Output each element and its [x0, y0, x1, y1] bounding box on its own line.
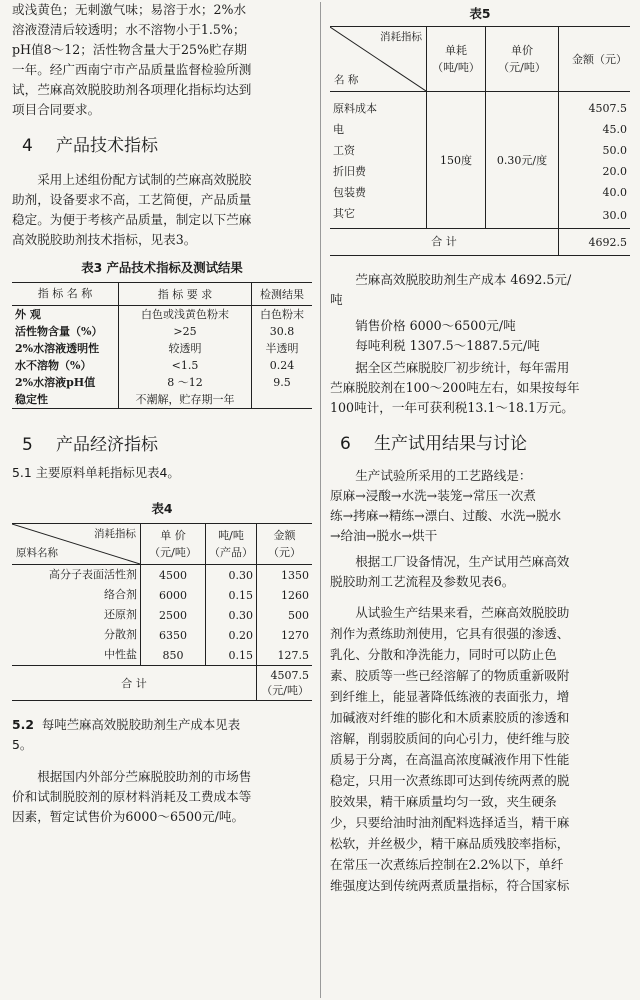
table-header: 检测结果 — [260, 287, 304, 301]
table-cell: 0.15 — [206, 585, 257, 605]
intro-paragraph — [12, 0, 312, 120]
table-header — [486, 27, 559, 92]
total-unit: （元/吨） — [261, 684, 309, 697]
text-line: →给油→脱水→烘干 — [330, 528, 438, 543]
text-line: 苎麻脱胶剂在100～200吨左右，如果按每年 — [330, 380, 580, 395]
table-row — [12, 565, 312, 586]
text-line: 根据国内外部分苎麻脱胶助剂的市场售 — [37, 769, 252, 784]
text-line: 从试验生产结果来看，苎麻高效脱胶助 — [355, 605, 570, 620]
text-line: 采用上述组份配方试制的苎麻高效脱胶 — [37, 172, 252, 187]
table-cell: 2%水溶液透明性 — [12, 340, 119, 357]
section-title: 产品经济指标 — [56, 435, 158, 455]
header-line: （吨/吨） — [432, 61, 480, 74]
table-row — [330, 92, 630, 120]
table-5 — [330, 26, 630, 256]
table-cell: 半透明 — [265, 342, 299, 355]
profit-line: 每吨利税 1307.5～1887.5元/吨 — [355, 338, 540, 353]
text-line: 溶解，削弱胶质间的向心引力，使纤维与胶 — [330, 731, 570, 746]
table-cell: 外 观 — [12, 306, 119, 324]
text-line: 原麻→浸酸→水洗→装笼→常压一次煮 — [330, 488, 536, 503]
table-cell: 50.0 — [602, 144, 627, 157]
table-header-row — [330, 27, 630, 92]
section-6-heading — [330, 432, 630, 456]
table-cell: 中性盐 — [12, 645, 141, 666]
text-line: 因素，暂定试售价为6000～6500元/吨。 — [12, 809, 245, 824]
column-divider — [320, 2, 321, 998]
section-4-heading — [12, 134, 312, 158]
table-cell: 150度 — [427, 92, 486, 229]
table-cell: 1270 — [281, 628, 309, 642]
text-line: 质易于分离，在高温高浓度碱液作用下性能 — [330, 752, 570, 767]
header-line: 单价 — [511, 44, 533, 57]
right-column — [330, 0, 630, 896]
table-cell: >25 — [119, 323, 252, 340]
table-cell: 30.0 — [602, 209, 627, 222]
diagonal-top-label: 消耗指标 — [94, 528, 136, 540]
cost-paragraph — [330, 270, 630, 310]
table-total-row — [330, 229, 630, 256]
text-line — [12, 715, 312, 735]
table-cell: 4507.5 — [588, 102, 627, 115]
table-cell: 活性物含量（%） — [12, 323, 119, 340]
text-line: 或浅黄色；无刺激气味；易溶于水；2%水 — [12, 2, 247, 17]
header-line: （元/吨） — [498, 61, 546, 74]
diagonal-header-cell — [330, 27, 427, 92]
table-cell: 较透明 — [119, 340, 252, 357]
table-header-row — [12, 283, 312, 306]
header-line: （元） — [268, 546, 301, 559]
header-line: 单 价 — [160, 529, 186, 542]
table-row — [12, 357, 312, 374]
sale-price-line: 销售价格 6000～6500元/吨 — [355, 318, 516, 333]
table-cell: 电 — [330, 119, 427, 140]
process-route — [330, 466, 630, 546]
text-span: 每吨苎麻高效脱胶助剂生产成本见表 — [41, 717, 241, 732]
text-line: 项目合同要求。 — [12, 102, 101, 117]
table-cell: 高分子表面活性剂 — [12, 565, 141, 586]
table-cell: 工资 — [330, 140, 427, 161]
pricing-paragraph — [12, 767, 312, 827]
table-cell: 0.30元/度 — [486, 92, 559, 229]
text-line: pH值8～12；活性物含量大于25%贮存期 — [12, 42, 247, 57]
subsection-5-1: 5.1 主要原料单耗指标见表4。 — [12, 465, 180, 480]
text-line: 脱胶助剂工艺流程及参数见表6。 — [330, 574, 515, 589]
text-line: 5。 — [12, 737, 33, 752]
text-line: 根据工厂设备情况，生产试用苎麻高效 — [355, 554, 570, 569]
table-5-caption: 表5 — [469, 6, 491, 21]
table-cell: 折旧费 — [330, 161, 427, 182]
header-line: （产品） — [209, 546, 253, 559]
table-cell: 1260 — [281, 588, 309, 602]
table-header — [141, 524, 206, 565]
text-line: 维强度达到传统两煮质量指标，符合国家标 — [330, 878, 570, 893]
table-cell: 稳定性 — [12, 391, 119, 409]
section-number: 4 — [22, 136, 33, 156]
table-header: 金额（元） — [572, 52, 627, 66]
table-row — [12, 605, 312, 625]
table-4 — [12, 523, 312, 701]
table-cell: 还原剂 — [12, 605, 141, 625]
text-line: 素、胶质等一些已经溶解了的物质重新吸附 — [330, 668, 570, 683]
table-header-row — [12, 524, 312, 565]
table-cell: 分散剂 — [12, 625, 141, 645]
table-header — [257, 524, 313, 565]
table-row — [12, 374, 312, 391]
table-cell: 0.30 — [206, 605, 257, 625]
table-cell: 1350 — [281, 568, 309, 582]
text-line: 吨 — [330, 292, 343, 307]
diagonal-header-cell — [12, 524, 141, 565]
text-line: 松软，并丝极少，精干麻品质残胶率指标， — [330, 836, 570, 851]
text-line: 胶效果，精干麻质量均匀一致，夹生硬条 — [330, 794, 557, 809]
section-title: 产品技术指标 — [56, 136, 158, 156]
subsection-5-2 — [12, 715, 312, 755]
table-cell: 白色或浅黄色粉末 — [119, 306, 252, 324]
table-cell: 6000 — [141, 585, 206, 605]
table-cell: 500 — [288, 608, 309, 622]
total-amount: 4507.5 — [270, 669, 309, 682]
table-cell: 6350 — [141, 625, 206, 645]
text-line: 稳定。为便于考核产品质量，制定以下苎麻 — [12, 212, 252, 227]
table-cell: 0.24 — [269, 359, 295, 372]
table-cell — [252, 391, 313, 409]
text-line: 试，苎麻高效脱胶助剂各项理化指标均达到 — [12, 82, 252, 97]
table-cell: 127.5 — [277, 648, 309, 662]
table-header: 指 标 名 称 — [12, 283, 119, 306]
text-line: 剂作为煮练助剂使用，它具有很强的渗透、 — [330, 626, 570, 641]
text-line: 到纤维上，能显著降低练液的表面张力，增 — [330, 689, 570, 704]
table-row — [12, 625, 312, 645]
text-line: 乳化、分散和净洗能力，同时可以防止色 — [330, 647, 557, 662]
table-cell: 2500 — [141, 605, 206, 625]
text-line: 加碱液对纤维的膨化和木质素胶质的渗透和 — [330, 710, 570, 725]
table-cell: 白色粉末 — [260, 308, 304, 321]
table-cell: 850 — [141, 645, 206, 666]
text-line: 生产试验所采用的工艺路线是： — [355, 468, 532, 483]
equipment-paragraph — [330, 552, 630, 592]
table-cell: 0.15 — [206, 645, 257, 666]
table-cell: 8 ～12 — [119, 374, 252, 391]
text-line: 100吨计，一年可获利税13.1～18.1万元。 — [330, 400, 574, 415]
table-4-caption: 表4 — [151, 501, 173, 516]
header-line: 单耗 — [445, 44, 467, 57]
table-header — [206, 524, 257, 565]
table-3-caption: 表3 产品技术指标及测试结果 — [81, 260, 243, 275]
total-label: 合 计 — [12, 666, 257, 701]
table-row — [12, 391, 312, 409]
table-cell: 其它 — [330, 203, 427, 229]
market-paragraph — [330, 358, 630, 418]
table-header — [427, 27, 486, 92]
total-value: 4692.5 — [588, 235, 627, 249]
table-cell: 9.5 — [273, 376, 291, 389]
text-line: 溶液澄清后较透明；水不溶物小于1.5%； — [12, 22, 246, 37]
text-line: 苎麻高效脱胶助剂生产成本 4692.5元/ — [355, 272, 572, 287]
table-cell: 原料成本 — [330, 92, 427, 120]
header-line: 金额 — [273, 529, 296, 542]
subsection-number: 5.2 — [12, 717, 34, 732]
text-line: 练→拷麻→精练→漂白、过酸、水洗→脱水 — [330, 508, 562, 523]
table-row — [12, 306, 312, 324]
table-3 — [12, 282, 312, 409]
left-column — [12, 0, 312, 827]
text-line: 价和试制脱胶剂的原材料消耗及工费成本等 — [12, 789, 252, 804]
text-line: 一年。经广西南宁市产品质量监督检验所测 — [12, 62, 252, 77]
diagonal-bottom-label: 原料名称 — [16, 547, 58, 559]
table-cell: 20.0 — [602, 165, 627, 178]
table-cell: 2%水溶液pH值 — [12, 374, 119, 391]
header-line: （元/吨） — [149, 546, 197, 559]
total-value — [257, 666, 313, 701]
diagonal-top-label: 消耗指标 — [380, 31, 422, 43]
table-header: 指 标 要 求 — [119, 283, 252, 306]
text-line: 少，只要给油时油剂配料选择适当，精干麻 — [330, 815, 570, 830]
table-cell: 不潮解，贮存期一年 — [119, 391, 252, 409]
header-line: 吨/吨 — [218, 529, 244, 542]
table-cell: 包装费 — [330, 182, 427, 203]
section-title: 生产试用结果与讨论 — [374, 434, 527, 454]
table-cell: 0.30 — [206, 565, 257, 586]
text-line: 据全区苎麻脱胶厂初步统计，每年需用 — [355, 360, 570, 375]
table-cell: 0.20 — [206, 625, 257, 645]
text-line: 在常压一次煮练后控制在2.2%以下，单纤 — [330, 857, 564, 872]
table-row — [12, 340, 312, 357]
total-label: 合 计 — [330, 229, 559, 256]
table-row — [12, 645, 312, 666]
table-cell: 30.8 — [269, 325, 295, 338]
section-number: 6 — [340, 434, 351, 454]
results-paragraph — [330, 602, 630, 896]
table-cell: 水不溶物（%） — [12, 357, 119, 374]
text-line: 稳定，只用一次煮练即可达到传统两煮的脱 — [330, 773, 570, 788]
table-cell: 络合剂 — [12, 585, 141, 605]
section-number: 5 — [22, 435, 33, 455]
table-cell: 40.0 — [602, 186, 627, 199]
table-cell: <1.5 — [119, 357, 252, 374]
table-row — [12, 585, 312, 605]
text-line: 高效脱胶助剂技术指标，见表3。 — [12, 232, 197, 247]
table-cell: 45.0 — [602, 123, 627, 136]
diagonal-bottom-label: 名 称 — [334, 74, 359, 86]
table-cell: 4500 — [141, 565, 206, 586]
section-5-heading — [12, 433, 312, 457]
table-total-row — [12, 666, 312, 701]
section-4-paragraph — [12, 170, 312, 250]
text-line: 助剂，设备要求不高，工艺简便，产品质量 — [12, 192, 252, 207]
table-row — [12, 323, 312, 340]
